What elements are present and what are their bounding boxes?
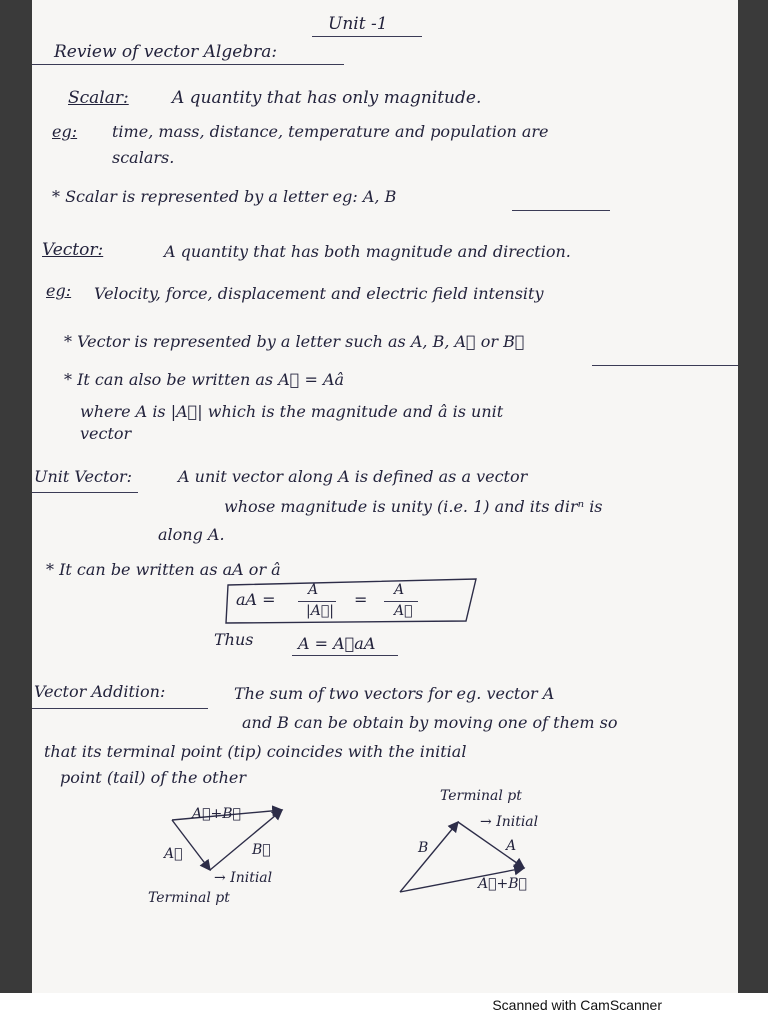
unit-vector-note: * It can be written as aA or â — [46, 560, 281, 579]
vector-addition-line3: that its terminal point (tip) coincides with the initial — [44, 742, 467, 761]
right-diagram-a-label: A — [506, 838, 517, 854]
formula-frac1-den: |A⃗| — [306, 603, 334, 619]
review-heading: Review of vector Algebra: — [54, 42, 278, 62]
unit-vector-line3: along A. — [158, 525, 225, 544]
formula-frac1-num: A — [308, 582, 319, 598]
formula-frac1-bar — [298, 601, 336, 602]
unit-vector-term: Unit Vector: — [34, 467, 133, 486]
right-diagram-sum-label: A⃗+B⃗ — [478, 876, 527, 892]
unit-vector-line2: whose magnitude is unity (i.e. 1) and its dirⁿ is — [224, 497, 603, 516]
left-diagram-terminal-label: Terminal pt — [148, 890, 230, 906]
formula-frac2-num: A — [394, 582, 405, 598]
thus-label: Thus — [214, 630, 254, 649]
unit-vector-underline — [32, 492, 138, 493]
vector-example-label: eg: — [46, 281, 72, 300]
scalar-term: Scalar: — [68, 88, 129, 108]
scanner-footer — [0, 993, 768, 1024]
thus-equation: A = A⃗aA — [298, 634, 376, 653]
unit-title: Unit -1 — [328, 14, 388, 34]
vector-addition-line2: and B can be obtain by moving one of them so — [242, 713, 618, 732]
scalar-note-underline — [512, 210, 610, 211]
scalar-example-line1: time, mass, distance, temperature and population are — [112, 122, 549, 141]
left-diagram-a-label: A⃗ — [164, 846, 183, 862]
vector-note3-line2: vector — [80, 424, 132, 443]
review-underline — [32, 64, 344, 65]
vector-addition-underline — [32, 708, 208, 709]
scanned-with-text: Scanned with CamScanner — [492, 997, 662, 1013]
vector-note3-line1: where A is |A⃗| which is the magnitude and â is unit — [80, 402, 504, 421]
unit-vector-line1: A unit vector along A is defined as a vector — [178, 467, 528, 486]
vector-note1-underline — [592, 365, 738, 366]
thus-underline — [292, 655, 398, 656]
scalar-note: * Scalar is represented by a letter eg: A, B — [52, 187, 397, 206]
notes-page — [32, 0, 738, 993]
vector-example: Velocity, force, displacement and electric field intensity — [94, 284, 544, 303]
right-diagram-terminal-label: Terminal pt — [440, 788, 522, 804]
formula-lhs: aA = — [236, 590, 276, 609]
right-diagram-initial-label: → Initial — [480, 814, 539, 830]
scalar-example-line2: scalars. — [112, 148, 175, 167]
unit-underline — [312, 36, 422, 37]
vector-note1: * Vector is represented by a letter such as A, B, A⃗ or B⃗ — [64, 332, 525, 351]
vector-definition: A quantity that has both magnitude and direction. — [164, 242, 571, 261]
formula-equals: = — [354, 590, 368, 609]
right-diagram-b-label: B — [418, 840, 429, 856]
left-diagram-initial-label: → Initial — [214, 870, 273, 886]
left-diagram-sum-label: A⃗+B⃗ — [192, 806, 241, 822]
vector-addition-term: Vector Addition: — [34, 682, 166, 701]
formula-frac2-den: A⃗ — [394, 603, 413, 619]
scalar-example-label: eg: — [52, 122, 78, 141]
vector-term: Vector: — [42, 240, 104, 260]
scalar-definition: A quantity that has only magnitude. — [172, 88, 482, 108]
left-diagram-b-label: B⃗ — [252, 842, 271, 858]
vector-note2: * It can also be written as A⃗ = Aâ — [64, 370, 345, 389]
vector-addition-line1: The sum of two vectors for eg. vector A — [234, 684, 555, 703]
vector-addition-line4: point (tail) of the other — [60, 768, 246, 787]
formula-frac2-bar — [384, 601, 418, 602]
